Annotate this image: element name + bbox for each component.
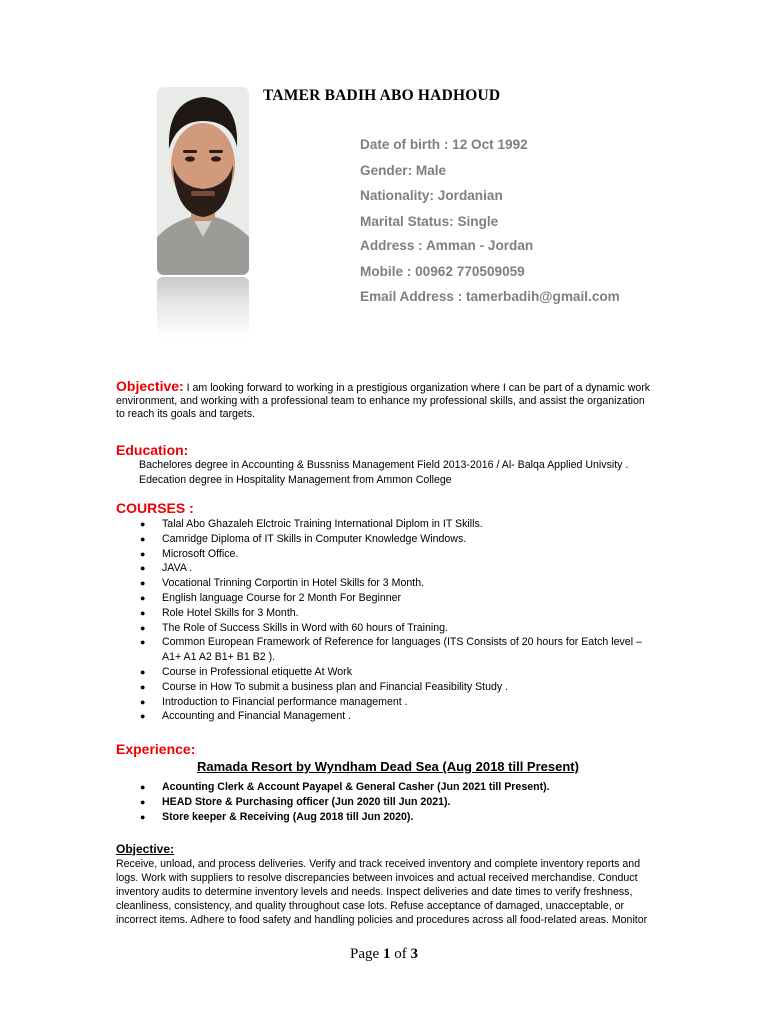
bullet-icon: ● [140, 563, 146, 574]
bullet-icon: ● [140, 696, 146, 707]
page-total: 3 [410, 946, 418, 962]
marital-status: Marital Status: Single [360, 214, 499, 229]
role-item: ● Store keeper & Receiving (Aug 2018 till Jun 2020). [140, 810, 414, 823]
profile-photo-image [157, 87, 249, 275]
course-item: ● Course in Professional etiquette At Work [140, 665, 352, 678]
gender: Gender: Male [360, 163, 447, 178]
course-item: ● Course in How To submit a business plan and Financial Feasibility Study . [140, 680, 509, 693]
experience-heading: Experience: [116, 741, 196, 757]
page-word: Page [350, 946, 380, 962]
bullet-icon: ● [140, 811, 146, 822]
bullet-icon: ● [140, 637, 146, 648]
bullet-icon: ● [140, 711, 146, 722]
bullet-icon: ● [140, 592, 146, 603]
bullet-icon: ● [140, 782, 146, 792]
role-item: ● Acounting Clerk & Account Payapel & General Casher (Jun 2021 till Present). [140, 781, 550, 793]
of-word: of [394, 946, 407, 962]
date-of-birth: Date of birth : 12 Oct 1992 [360, 137, 528, 152]
course-item: ● The Role of Success Skills in Word with 60 hours of Training. [140, 621, 448, 634]
education-item: Edecation degree in Hospitality Management from Ammon College [139, 474, 452, 486]
bullet-icon: ● [140, 666, 146, 677]
job-objective-text: Receive, unload, and process deliveries. Verify and track received inventory and complete inventory reports and logs. Work with suppliers to resolve discrepancies between invoices and actual received merchandise. Conduct inventory audits to determine inventory levels and needs. Inspect deliveries and date times to verify freshness, cleanliness, consistency, and quality throughout case lots. Refuse acceptance of damaged, unacceptable, or incorrect items. Adhere to food safety and handling policies and procedures across all food-related areas. Monitor [116, 858, 648, 926]
course-item: ● English language Course for 2 Month For Beginner [140, 591, 402, 604]
course-item: ● Accounting and Financial Management . [140, 710, 352, 723]
mobile-number: Mobile : 00962 770509059 [360, 264, 525, 279]
page-number [0, 946, 768, 963]
courses-heading: COURSES : [116, 500, 194, 516]
page-current: 1 [382, 946, 391, 962]
address: Address : Amman - Jordan [360, 238, 534, 253]
bullet-icon: ● [140, 533, 146, 544]
education-heading: Education: [116, 442, 189, 458]
course-item: ● Vocational Trinning Corportin in Hotel Skills for 3 Month. [140, 577, 425, 590]
bullet-icon: ● [140, 622, 146, 633]
nationality: Nationality: Jordanian [360, 188, 503, 203]
bullet-icon: ● [140, 607, 146, 618]
course-item: ● Microsoft Office. [140, 547, 239, 560]
education-item: Bachelores degree in Accounting & Bussniss Management Field 2013-2016 / Al- Balqa Applied Univsity . [139, 459, 629, 471]
bullet-icon: ● [140, 681, 146, 692]
candidate-name: TAMER BADIH ABO HADHOUD [263, 87, 501, 104]
bullet-icon: ● [140, 519, 146, 529]
objective-heading: Objective: [116, 378, 184, 394]
course-item: ● Common European Framework of Reference for languages (ITS Consists of 20 hours for Eatch level – A1+ A1 A2 B1+ B1 B2 ). [140, 636, 642, 664]
courses-list [116, 517, 661, 724]
roles-list [116, 780, 550, 824]
role-item: ● HEAD Store & Purchasing officer (Jun 2020 till Jun 2021). [140, 795, 451, 808]
email-address: Email Address : tamerbadih@gmail.com [360, 289, 620, 304]
job-objective-heading: Objective: [116, 842, 175, 856]
photo-reflection [157, 277, 249, 339]
course-item: ● Camridge Diploma of IT Skills in Computer Knowledge Windows. [140, 532, 467, 545]
company-title: Ramada Resort by Wyndham Dead Sea (Aug 2018 till Present) [197, 759, 579, 774]
course-item: ● Introduction to Financial performance management . [140, 695, 408, 708]
course-item: ● Talal Abo Ghazaleh Elctroic Training International Diplom in IT Skills. [140, 518, 483, 530]
bullet-icon: ● [140, 796, 146, 807]
course-item: ● Role Hotel Skills for 3 Month. [140, 606, 299, 619]
objective-section [116, 380, 656, 421]
objective-text: I am looking forward to working in a prestigious organization where I can be part of a dynamic work environment, and working with a professional team to enhance my professional skills, and assist the organization to reach its goals and targets. [116, 382, 651, 420]
bullet-icon: ● [140, 578, 146, 589]
course-item: ● JAVA . [140, 562, 193, 575]
bullet-icon: ● [140, 548, 146, 559]
profile-photo [157, 87, 249, 275]
